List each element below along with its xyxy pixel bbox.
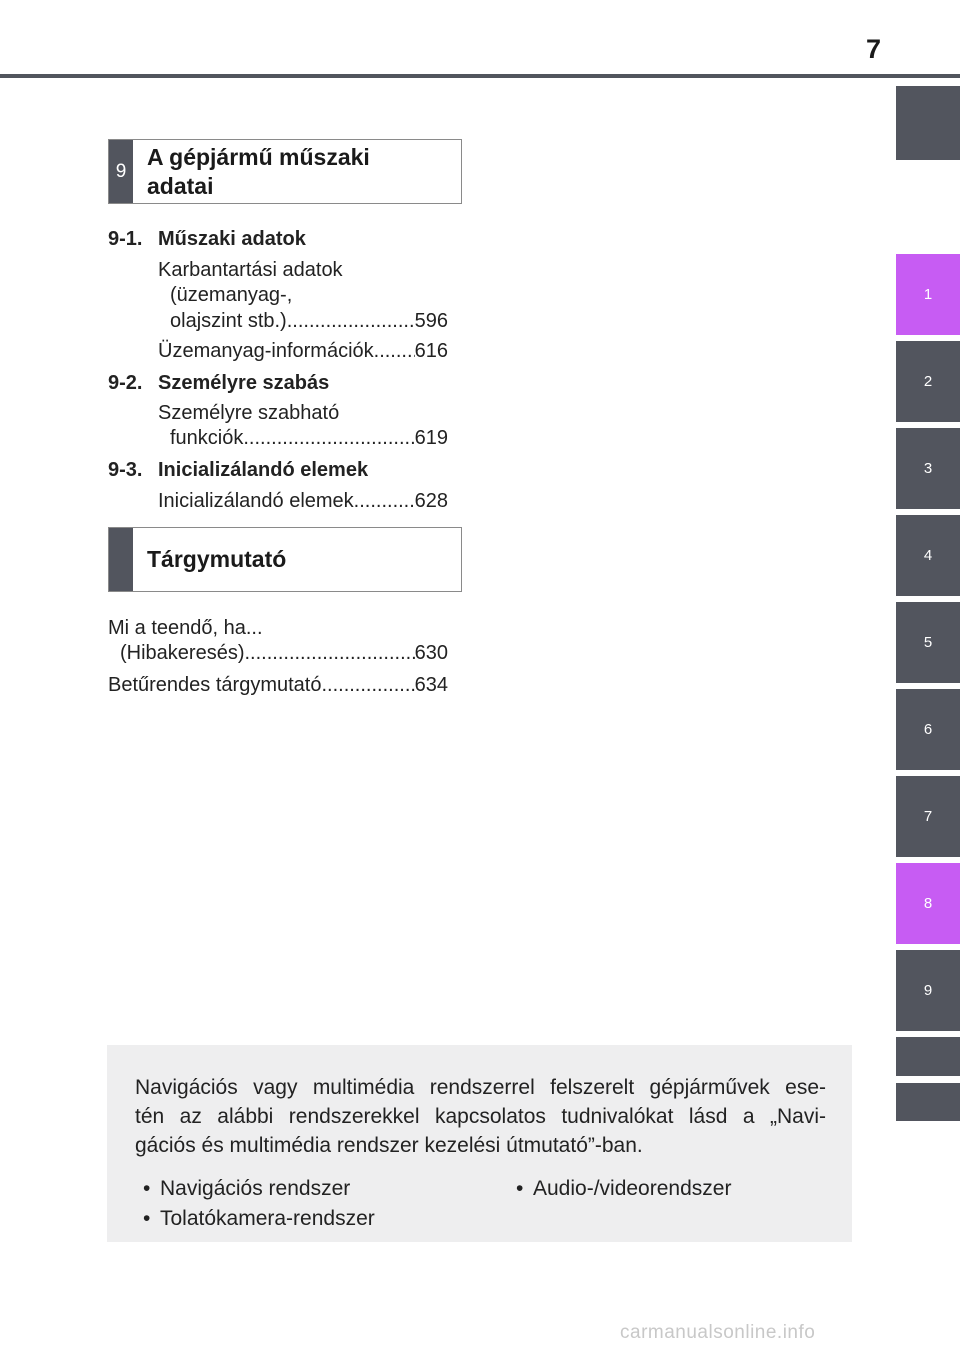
chapter-tab-6[interactable]: 6 [896,689,960,770]
chapter-tab-9[interactable]: 9 [896,950,960,1031]
leader-dots [244,641,414,665]
toc-page-number: 596 [414,310,448,332]
toc-entry-text: Üzemanyag-információk [158,340,374,362]
header-rule [0,74,960,78]
watermark: carmanualsonline.info [620,1322,816,1343]
chapter-tab-4[interactable]: 4 [896,515,960,596]
subsection-title: Személyre szabás [158,372,330,394]
subsection-title: Műszaki adatok [158,228,306,250]
toc-entry-text: Karbantartási adatok [158,259,343,281]
chapter-tab-8[interactable]: 8 [896,863,960,944]
bullet-item: Tolatókamera-rendszer [160,1207,375,1230]
toc-entry-text: Inicializálandó elemek [158,490,354,512]
bullet-item: Audio-/videorendszer [533,1177,732,1200]
chapter-tab-2[interactable]: 2 [896,341,960,422]
leader-dots [374,339,415,363]
toc-entry-text: olajszint stb.) [170,310,287,332]
toc-page-number: 619 [414,427,448,449]
toc-entry[interactable] [158,489,448,513]
toc-entry-text: (Hibakeresés) [120,642,245,664]
bullet-item: Navigációs rendszer [160,1177,351,1200]
note-text-line: gációs és multimédia rendszer kezelési útmutató”-ban. [135,1134,643,1157]
index-section-header [108,527,462,592]
toc-page-number: 616 [414,340,448,362]
toc-page-number: 628 [414,490,448,512]
subsection-number: 9-1. [108,228,143,250]
toc-entry-text: Személyre szabható [158,402,340,424]
subsection-title: Inicializálandó elemek [158,459,369,481]
leader-dots [243,426,414,450]
toc-entry[interactable] [170,309,448,333]
chapter-tab-1[interactable]: 1 [896,254,960,335]
subsection-number: 9-2. [108,372,143,394]
subsection-number: 9-3. [108,459,143,481]
leader-dots [354,489,415,513]
info-note-box [107,1045,852,1242]
bullet-icon: • [516,1177,524,1200]
note-text-line: tén az alábbi rendszerekkel kapcsolatos tudnivalókat lásd a „Navi- [135,1105,826,1128]
note-text-line: Navigációs vagy multimédia rendszerrel felszerelt gépjárművek ese- [135,1076,826,1099]
chapter-tab-7[interactable]: 7 [896,776,960,857]
bullet-icon: • [143,1207,151,1230]
toc-entry-text: Betűrendes tárgymutató [108,674,322,696]
section-title: Tárgymutató [147,546,287,572]
bullet-icon: • [143,1177,151,1200]
section-title-line2: adatai [147,173,214,199]
section-9-header [108,139,462,204]
page-number: 7 [866,34,882,64]
section-color-bar [109,528,133,591]
chapter-tab-5[interactable]: 5 [896,602,960,683]
leader-dots [287,309,415,333]
chapter-tab[interactable] [896,1083,960,1121]
toc-page-number: 630 [414,642,448,664]
toc-entry-text: Mi a teendő, ha... [108,617,263,639]
chapter-tab[interactable] [896,86,960,160]
toc-entry[interactable] [120,641,448,665]
toc-entry[interactable] [108,673,448,697]
leader-dots [321,673,414,697]
chapter-tab-3[interactable]: 3 [896,428,960,509]
section-title-line1: A gépjármű műszaki [147,144,370,170]
toc-entry-text: (üzemanyag-, [170,284,293,306]
chapter-tab[interactable] [896,1037,960,1076]
toc-entry-text: funkciók [170,427,244,449]
toc-page-number: 634 [414,674,448,696]
toc-entry[interactable] [170,426,448,450]
section-number: 9 [109,140,133,203]
toc-entry[interactable] [158,339,448,363]
